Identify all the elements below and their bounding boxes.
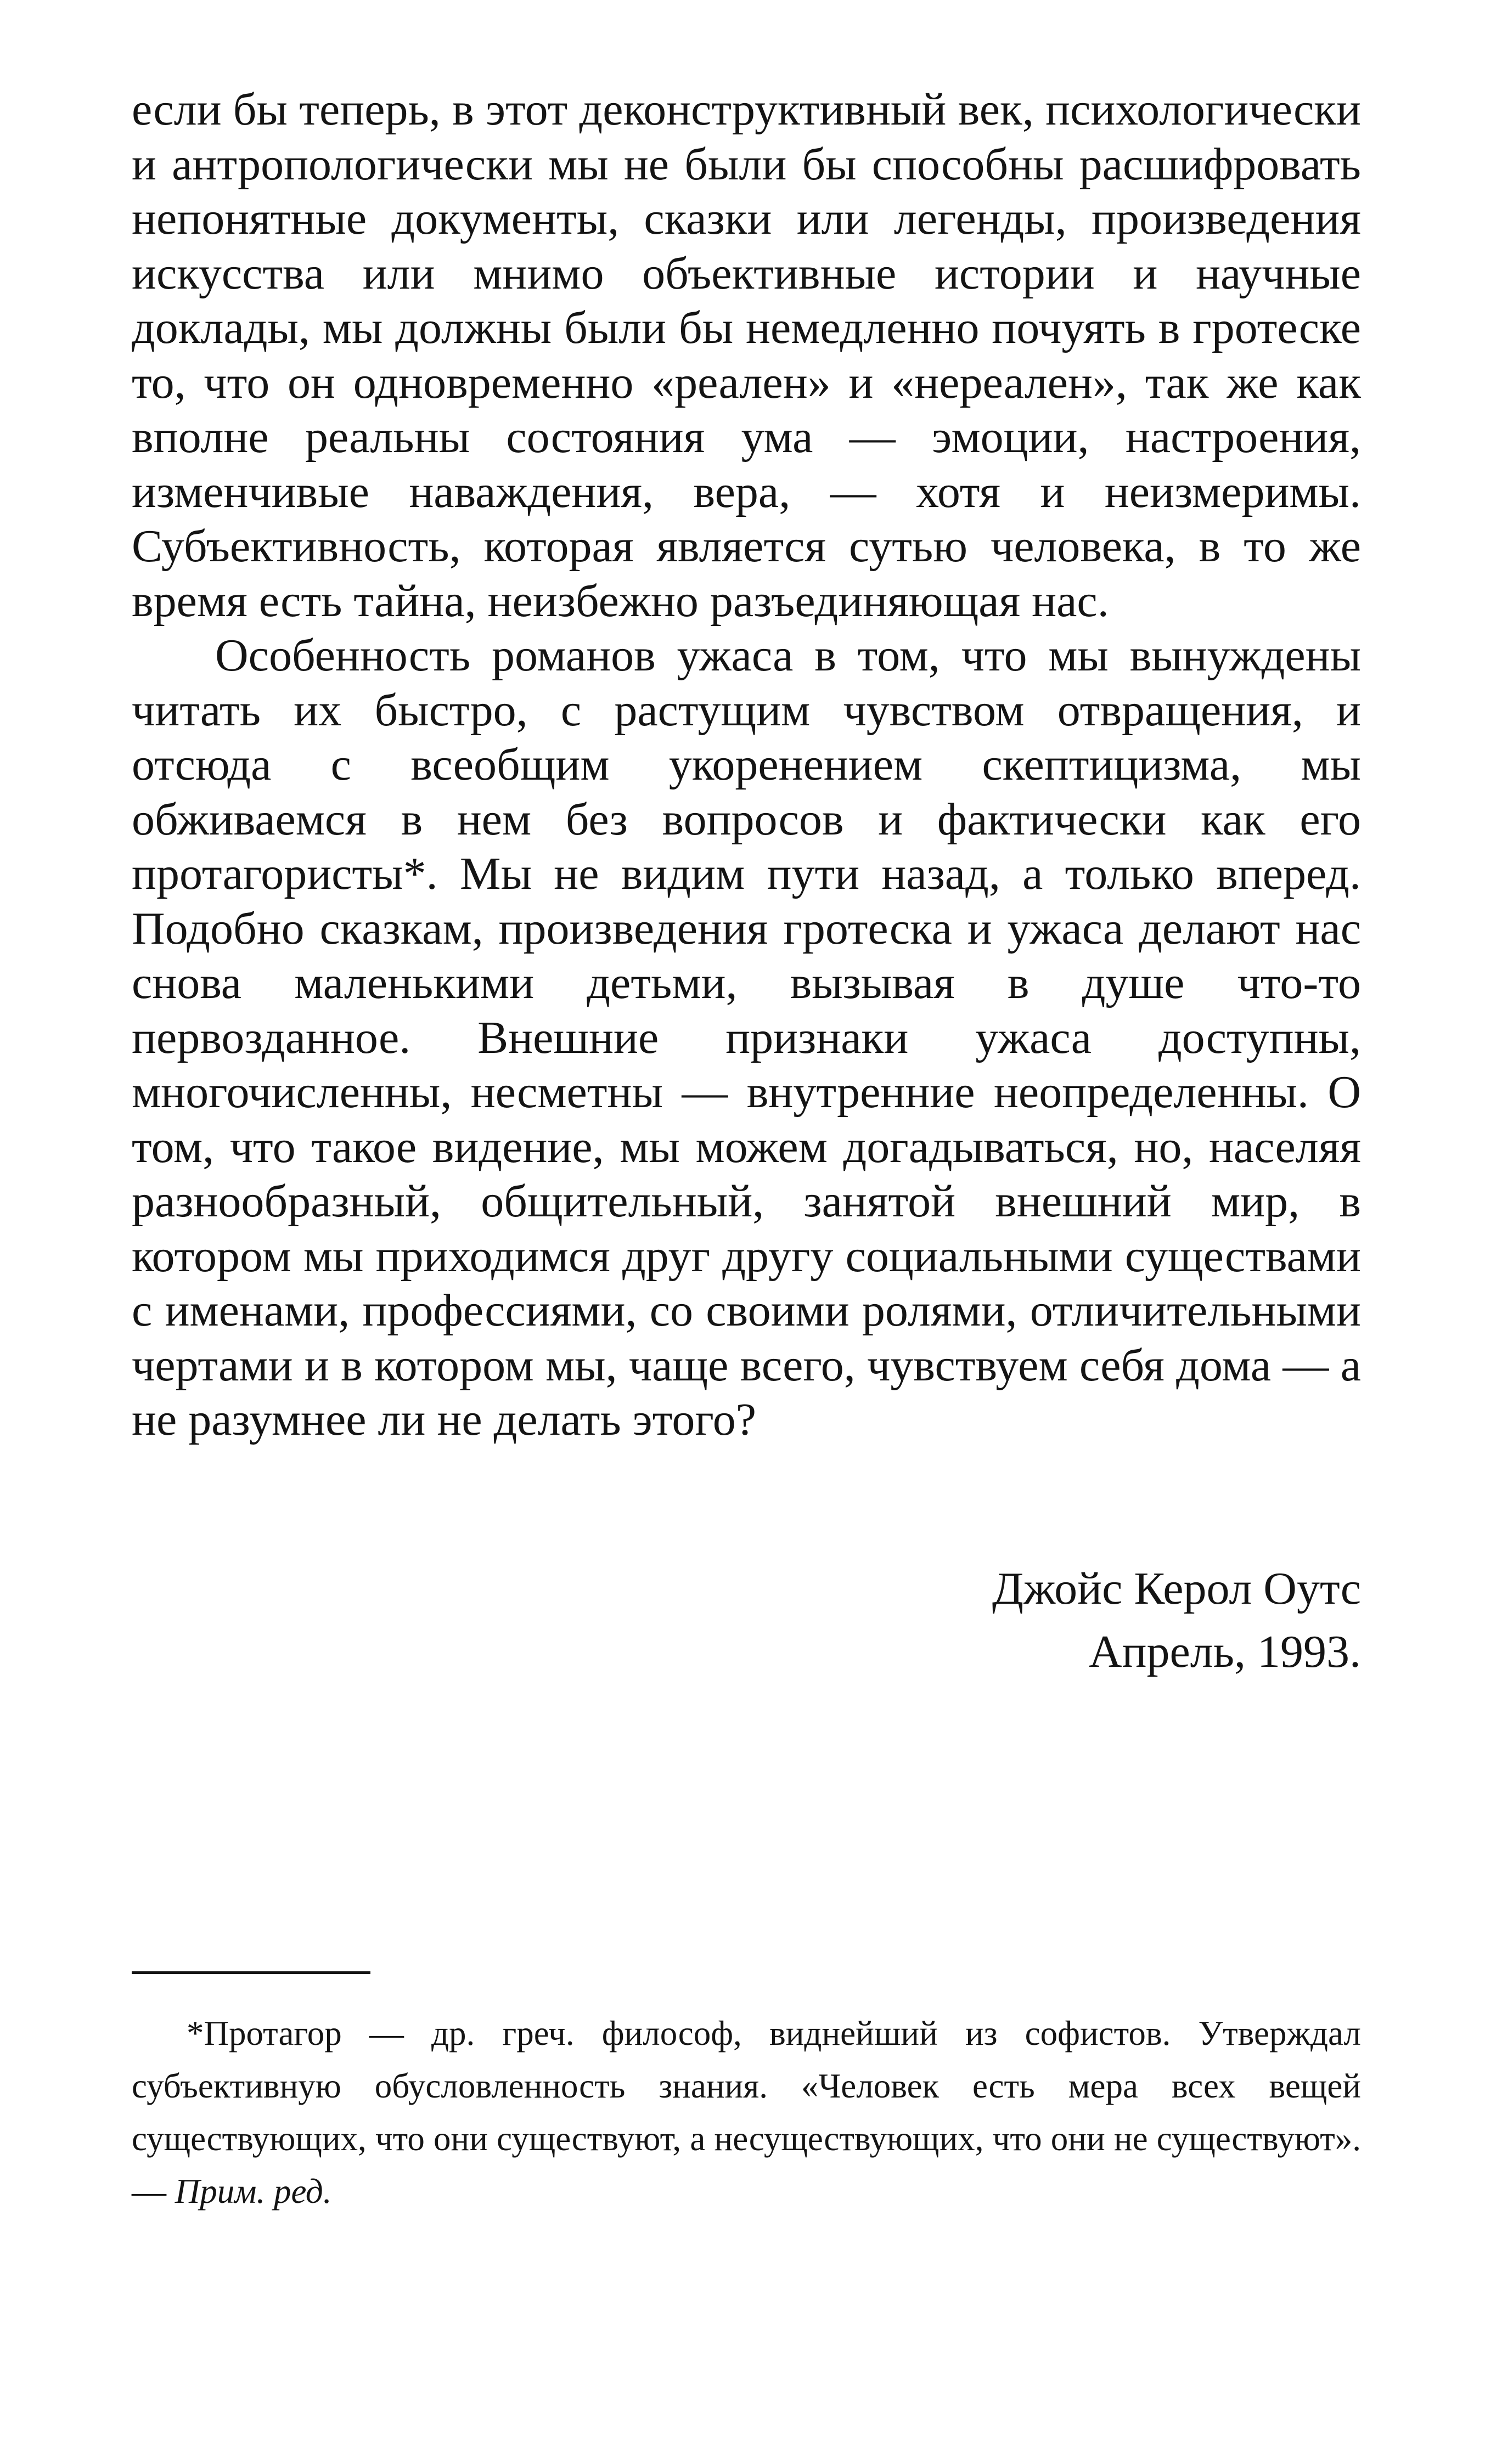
signature-author: Джойс Керол Оутс <box>992 1563 1361 1614</box>
body-paragraph-2: Особенность романов ужаса в том, что мы вынуждены читать их быстро, с растущим чувством отвращения, и отсюда с всеобщим укоренением скептицизма, мы обживаемся в нем без вопросов и фактически как его протагористы*. Мы не видим пути назад, а только вперед. Подобно сказкам, произведения гротеска и ужаса делают нас снова маленькими детьми, вызывая в душе что-то первозданное. Внешние признаки ужаса доступны, многочисленны, несметны — внутренние неопределенны. О том, что такое видение, мы можем догадываться, но, населяя разнообразный, общительный, занятой внешний мир, в котором мы приходимся друг другу социальными существами с именами, профессиями, со своими ролями, отличительными чертами и в котором мы, чаще всего, чувствуем себя дома — а не разумнее ли не делать этого? <box>132 630 1361 1445</box>
body-paragraph-1: если бы теперь, в этот деконструктивный век, психологически и антропологически мы не были бы способны расшифровать непонятные документы, сказки или легенды, произведения искусства или мнимо объективные истории и научные доклады, мы должны были бы немедленно почуять в гротеске то, что он одновременно «реален» и «нереален», так же как вполне реальны состояния ума — эмоции, настроения, изменчивые наваждения, вера, — хотя и неизмеримы. Субъективность, которая является сутью человека, в то же время есть тайна, неизбежно разъединяющая нас. <box>132 84 1361 627</box>
footnote-editor-note: Прим. ред. <box>175 2172 332 2211</box>
signature-block <box>132 1557 1361 1683</box>
signature-date: Апрель, 1993. <box>1088 1626 1361 1677</box>
footnote-text: *Протагор — др. греч. философ, виднейший из софистов. Утверждал субъективную обусловленность знания. «Человек есть мера всех вещей существующих, что они существуют, а несуществующих, что они не существуют». — <box>132 2014 1361 2211</box>
page-body <box>132 82 1361 1683</box>
footnote-divider <box>132 1971 370 1974</box>
footnote <box>132 2007 1361 2218</box>
